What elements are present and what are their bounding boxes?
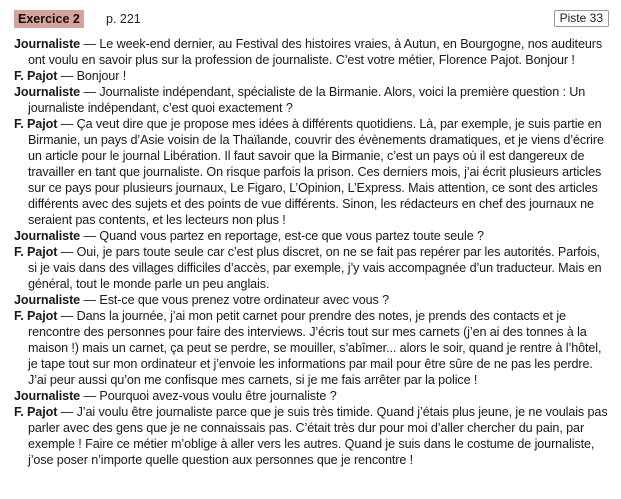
separator: — (80, 389, 100, 403)
turn-text: Pourquoi avez-vous voulu être journaliste ? (99, 389, 337, 403)
separator: — (80, 293, 100, 307)
speaker-name: Journaliste (14, 37, 81, 51)
turn-text: Bonjour ! (76, 69, 127, 83)
speaker-name: F. Pajot (14, 309, 58, 323)
page-reference: p. 221 (106, 12, 141, 26)
separator: — (80, 229, 100, 243)
separator: — (57, 405, 77, 419)
dialogue-turn (14, 388, 612, 404)
turn-text: Le week-end dernier, au Festival des histoires vraies, à Autun, en Bourgogne, nos auditeurs ont voulu en savoir plus sur la profession de journaliste. C’est votre métier, Florence Pajot. Bonjour ! (28, 37, 603, 67)
turn-text: Ça veut dire que je propose mes idées à différents quotidiens. Là, par exemple, je suis partie en Birmanie, un pays d’Asie voisin de la Thaïlande, couvrir des évènements dramatiques, et je viens d’écrire un article pour le journal Libération. Il faut savoir que la Birmanie, c’est un pays où il est dangereux de travailler en tant que journaliste. On risque parfois la prison. Ces derniers mois, j’ai écrit plusieurs articles sur ce pays pour plusieurs journaux, Le Figaro, L’Opinion, L’Express. Mais attention, ce sont des articles différents avec des sujets et des points de vue différents. Sinon, les rédacteurs en chef des journaux ne seraient pas contents, et les lecteurs non plus ! (28, 117, 604, 227)
speaker-name: F. Pajot (14, 69, 58, 83)
separator: — (57, 245, 77, 259)
dialogue-transcript (14, 36, 612, 468)
speaker-name: F. Pajot (14, 405, 58, 419)
track-badge: Piste 33 (554, 10, 609, 27)
separator: — (57, 117, 77, 131)
turn-text: J’ai voulu être journaliste parce que je suis très timide. Quand j’étais plus jeune, je ne voulais pas parler avec des gens que je ne connaissais pas. C’était très dur pour moi d’aller chercher du pain, par exemple ! Faire ce métier m’oblige à aller vers les autres. Quand je suis dans le costume de journaliste, j’ose poser n’importe quelle question aux personnes que je rencontre ! (28, 405, 608, 467)
separator: — (80, 85, 100, 99)
separator: — (57, 309, 77, 323)
dialogue-turn (14, 244, 612, 292)
separator: — (57, 69, 77, 83)
turn-text: Dans la journée, j’ai mon petit carnet pour prendre des notes, je prends des contacts et je rencontre des personnes pour faire des interviews. J’écris tout sur mes carnets (j’en ai des tonnes à la maison !) mais un carnet, ça peut se perdre, se mouiller, s’abîmer... alors le soir, quand je rentre à l’hôtel, je tape tout sur mon ordinateur et j’envoie les informations par mail pour être sûre de ne pas les perdre. J’ai peur aussi qu’on me confisque mes carnets, si je me fais arrêter par la police ! (28, 309, 602, 387)
speaker-name: Journaliste (14, 293, 81, 307)
dialogue-turn (14, 292, 612, 308)
exercise-header (14, 10, 609, 28)
dialogue-turn (14, 68, 612, 84)
exercise-label: Exercice 2 (14, 10, 84, 28)
dialogue-turn (14, 116, 612, 228)
separator: — (80, 37, 100, 51)
dialogue-turn (14, 84, 612, 116)
speaker-name: Journaliste (14, 85, 81, 99)
speaker-name: Journaliste (14, 389, 81, 403)
turn-text: Quand vous partez en reportage, est-ce que vous partez toute seule ? (99, 229, 484, 243)
speaker-name: F. Pajot (14, 117, 58, 131)
dialogue-turn (14, 308, 612, 388)
turn-text: Journaliste indépendant, spécialiste de la Birmanie. Alors, voici la première question : Un journaliste indépendant, c’est quoi exactement ? (28, 85, 586, 115)
turn-text: Est-ce que vous prenez votre ordinateur avec vous ? (99, 293, 390, 307)
speaker-name: Journaliste (14, 229, 81, 243)
turn-text: Oui, je pars toute seule car c’est plus discret, on ne se fait pas repérer par les autorités. Parfois, si je vais dans des villages difficiles d’accès, par exemple, j’y vais accompagnée d’un traducteur. Mais en général, tout le monde parle un peu anglais. (28, 245, 602, 291)
dialogue-turn (14, 404, 612, 468)
dialogue-turn (14, 228, 612, 244)
speaker-name: F. Pajot (14, 245, 58, 259)
dialogue-turn (14, 36, 612, 68)
